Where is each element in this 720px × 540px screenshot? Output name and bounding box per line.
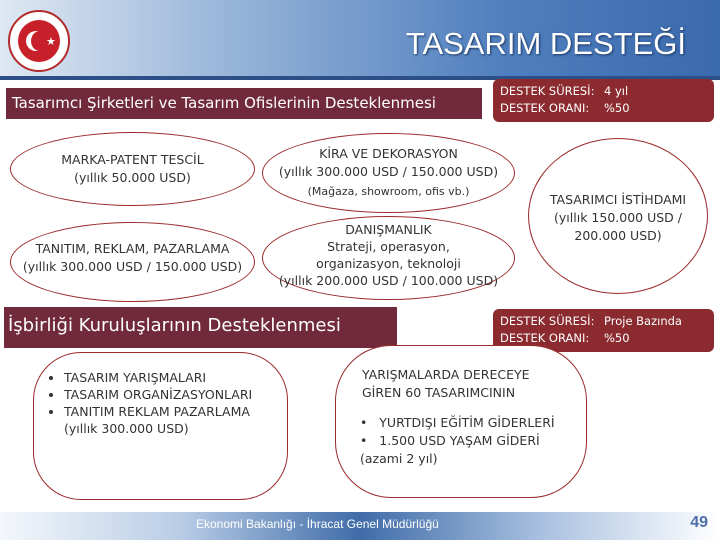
kira-oval: [262, 133, 515, 213]
isbirligi-list-oval: [33, 352, 288, 500]
page-number: 49: [690, 514, 708, 531]
kira-sub: (Mağaza, showroom, ofis vb.): [307, 185, 470, 198]
marka-amount: (yıllık 50.000 USD): [74, 170, 191, 185]
yarisma-line2: GİREN 60 TASARIMCININ: [362, 385, 516, 400]
rate-value: %50: [604, 101, 630, 115]
bullet-icon: •: [360, 433, 380, 448]
section1-support-tag: [493, 79, 714, 122]
list-item: • TASARIM ORGANİZASYONLARI: [64, 386, 287, 403]
duration-label: DESTEK SÜRESİ:: [500, 84, 595, 98]
kira-title: KİRA VE DEKORASYON: [319, 146, 458, 161]
kira-amount: (yıllık 300.000 USD / 150.000 USD): [278, 164, 499, 179]
danismanlik-line2: organizasyon, teknoloji: [316, 256, 461, 271]
activity-list: [44, 369, 287, 420]
duration-value: 4 yıl: [604, 84, 629, 98]
section1-banner: Tasarımcı Şirketleri ve Tasarım Ofislerinin Desteklenmesi: [6, 88, 482, 119]
istihdam-line1: (yıllık 150.000 USD /: [554, 210, 682, 225]
istihdam-oval: [528, 138, 708, 294]
list-note: (yıllık 300.000 USD): [64, 421, 189, 436]
tanitim-amount: (yıllık 300.000 USD / 150.000 USD): [22, 259, 243, 274]
yarisma-line1: YARIŞMALARDA DERECEYE: [362, 367, 530, 382]
tanitim-title: TANITIM, REKLAM, PAZARLAMA: [35, 241, 230, 256]
danismanlik-line1: Strateji, operasyon,: [327, 239, 450, 254]
section2-banner: İşbirliği Kuruluşlarının Desteklenmesi: [4, 307, 397, 348]
marka-patent-oval: [10, 132, 255, 206]
danismanlik-title: DANIŞMANLIK: [345, 222, 432, 237]
danismanlik-oval: [262, 216, 515, 300]
rate-label: DESTEK ORANI:: [500, 101, 590, 115]
rate-value: %50: [604, 331, 630, 345]
istihdam-line2: 200.000 USD): [574, 228, 662, 243]
page-title: TASARIM DESTEĞİ: [405, 26, 686, 61]
yarisma-bullet2: 1.500 USD YAŞAM GİDERİ: [379, 433, 540, 448]
marka-title: MARKA-PATENT TESCİL: [61, 152, 204, 167]
ministry-logo-icon: ★: [8, 10, 70, 72]
tanitim-oval: [10, 222, 255, 302]
footer-text: Ekonomi Bakanlığı - İhracat Genel Müdürlüğü: [196, 517, 439, 531]
bullet-icon: •: [360, 415, 380, 430]
danismanlik-amount: (yıllık 200.000 USD / 100.000 USD): [278, 273, 499, 288]
duration-value: Proje Bazında: [604, 314, 682, 328]
duration-label: DESTEK SÜRESİ:: [500, 314, 595, 328]
yarisma-bullet1: YURTDIŞI EĞİTİM GİDERLERİ: [379, 415, 555, 430]
list-item: • TASARIM YARIŞMALARI: [64, 369, 287, 386]
istihdam-title: TASARIMCI İSTİHDAMI: [549, 192, 687, 207]
list-item: • TANITIM REKLAM PAZARLAMA: [64, 403, 287, 420]
yarisma-note: (azami 2 yıl): [360, 451, 438, 466]
yarisma-oval: [335, 345, 587, 498]
rate-label: DESTEK ORANI:: [500, 331, 590, 345]
